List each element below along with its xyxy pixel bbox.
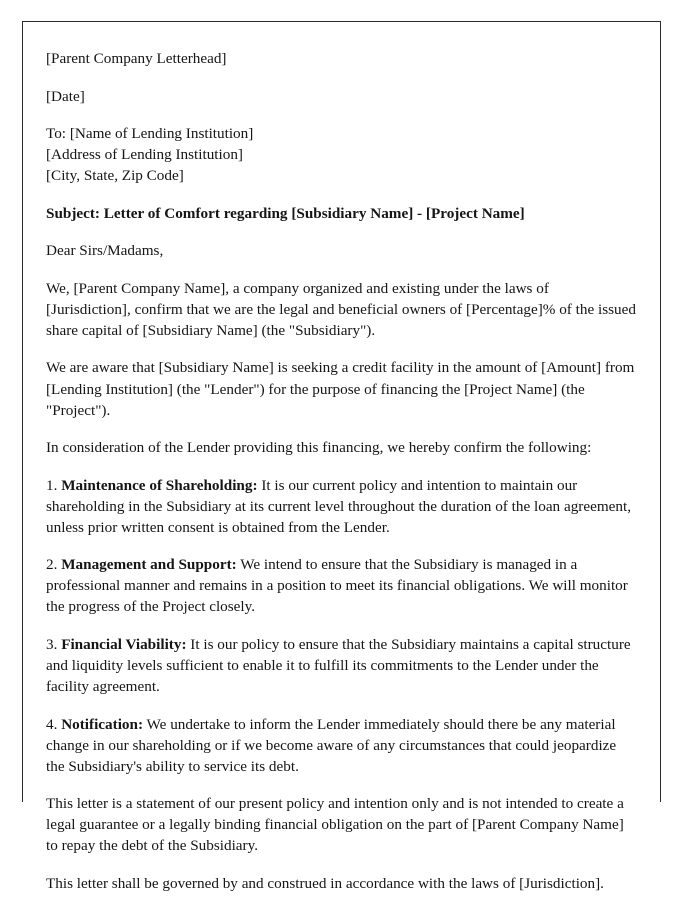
clause-text: We undertake to inform the Lender immediately should there be any material change in our shareholding or if we become aware of any circumstances that could jeopardize the Subsidiary's ability to service its debt. [46,715,617,775]
clause-title: Notification: [61,715,144,733]
paragraph-governing-law: This letter shall be governed by and construed in accordance with the laws of [Jurisdiction]. [46,874,604,892]
document-page [22,21,661,892]
date-placeholder: [Date] [46,87,85,105]
clause-item [46,554,636,617]
recipient-address-line: [Address of Lending Institution] [46,146,243,164]
clause-title: Management and Support: [61,556,237,574]
paragraph-facility: We are aware that [Subsidiary Name] is seeking a credit facility in the amount of [Amount] from [Lending Institution] (the "Lender") for the purpose of financing the [Project Name] (the "Project"). [46,359,635,419]
clause-title: Financial Viability: [61,635,187,653]
letterhead-placeholder: [Parent Company Letterhead] [46,50,227,67]
recipient-city-line: [City, State, Zip Code] [46,167,184,185]
recipient-address-block [46,123,636,186]
clause-item [46,714,636,777]
clause-number: 1. [46,476,58,494]
clause-text: It is our policy to ensure that the Subsidiary maintains a capital structure and liquidity levels sufficient to enable it to fulfill its commitments to the Lender under the facility agreement. [46,635,631,696]
clause-text: We intend to ensure that the Subsidiary is managed in a professional manner and remains in a position to meet its financial obligations. We will monitor the progress of the Project closely. [46,556,628,616]
clause-item [46,475,636,538]
salutation: Dear Sirs/Madams, [46,242,164,260]
clause-title: Maintenance of Shareholding: [61,476,258,494]
clause-number: 3. [46,635,58,653]
paragraph-consideration: In consideration of the Lender providing this financing, we hereby confirm the following: [46,439,592,457]
clause-number: 4. [46,715,58,733]
clause-item [46,634,636,697]
paragraph-disclaimer: This letter is a statement of our present policy and intention only and is not intended to create a legal guarantee or a legally binding financial obligation on the part of [Parent Company Name] to repay the debt of the Subsidiary. [46,795,624,855]
paragraph-ownership: We, [Parent Company Name], a company organized and existing under the laws of [Jurisdiction], confirm that we are the legal and beneficial owners of [Percentage]% of the issued share capital of [Subsidiary Name] (the "Subsidiary"). [46,279,636,339]
subject-line: Subject: Letter of Comfort regarding [Subsidiary Name] - [Project Name] [46,204,525,222]
clause-number: 2. [46,556,58,574]
letter-body [46,48,636,894]
recipient-name-line: To: [Name of Lending Institution] [46,125,254,143]
clause-text: It is our current policy and intention to maintain our shareholding in the Subsidiary at its current level throughout the duration of the loan agreement, unless prior written consent is obtained from the Lender. [46,476,631,536]
